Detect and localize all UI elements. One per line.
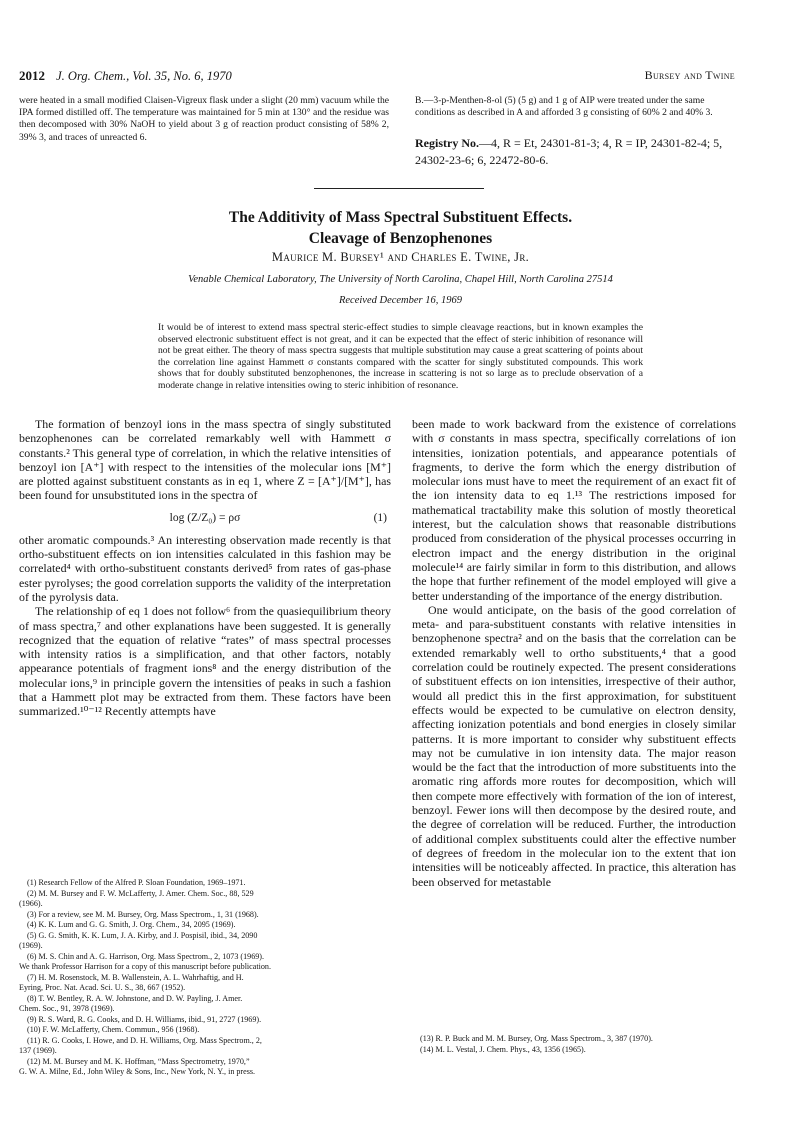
page-number: 2012 (19, 68, 45, 83)
registry-label: Registry No. (415, 136, 479, 150)
title-line-1: The Additivity of Mass Spectral Substituent Effects. (228, 209, 573, 226)
footnote: (3) For a review, see M. M. Bursey, Org. Mass Spectrom., 1, 31 (1968). (27, 909, 259, 919)
footnote: (9) R. S. Ward, R. G. Cooks, and D. H. Williams, ibid., 91, 2727 (1969). (27, 1014, 262, 1024)
left-column (19, 417, 391, 719)
title-line-2: Cleavage of Benzophenones (308, 230, 493, 247)
registry-text: —4, R = Et, 24301-81-3; 4, R = IP, 24301-82-4; 5, 24302-23-6; 6, 22472-80-6. (415, 136, 723, 167)
body-paragraph: been made to work backward from the existence of correlations with σ constants in mass spectra, specifically correlations of ion intensities, ionization potentials, and appearance potentials of fragments, to derive the form which the energy distribution of molecular ions must have to meet the requirement of an exact fit of the ion intensity data to eq 1.¹³ The restrictions imposed for mathematical tractability make this solution of mostly theoretical interest, but the calculation shows that reasonable distributions produced from consideration of the physical processes occurring in electron impact and the energy distribution in the original molecule¹⁴ are fairly similar in form to this distribution, and allows the hope that further refinement of the model employed will give a better understanding of the importance of the energy distribution. (412, 417, 736, 603)
footnote: Eyring, Proc. Nat. Acad. Sci. U. S., 38, 667 (1952). (19, 983, 186, 992)
footnote: (13) R. P. Buck and M. M. Bursey, Org. Mass Spectrom., 3, 387 (1970). (420, 1034, 653, 1043)
received-date: Received December 16, 1969 (338, 295, 463, 306)
footnote: (1966). (19, 899, 43, 908)
body-paragraph: other aromatic compounds.³ An interesting observation made recently is that ortho-substituent effects on ion intensities calculated in this fashion may be correlated⁴ with ortho-substituent constants derived⁵ from rates of gas-phase ester pyrolyses; the good correlation supports the validity of the interpretation of the pyrolysis data. (19, 532, 391, 604)
footnote: (5) G. G. Smith, K. K. Lum, J. A. Kirby, and J. Pospisil, ibid., 34, 2090 (27, 930, 258, 940)
abstract: It would be of interest to extend mass spectral steric-effect studies to simple cleavage reactions, but in known examples the observed electronic substituent effect is not great, and it can be expected that the effect of steric inhibition of resonance will not be great either. The theory of mass spectra suggests that multiple substitution may cause a great scattering of points about the correlation line against Hammett σ constants compared with the scatter for singly substituted compounds. This work shows that for doubly substituted benzophenones, the increase in scattering is not so large as to preclude observation of a moderate change in relative intensities owing to steric inhibition of resonance. (158, 322, 643, 391)
footnote: (1969). (19, 941, 43, 950)
footnotes-right (412, 1034, 736, 1055)
footnote: Chem. Soc., 91, 3978 (1969). (19, 1004, 115, 1013)
footnote: G. W. A. Milne, Ed., John Wiley & Sons, Inc., New York, N. Y., in press. (19, 1067, 256, 1076)
article-divider (314, 188, 484, 189)
footnote: We thank Professor Harrison for a copy of this manuscript before publication. (19, 962, 271, 971)
journal-citation: J. Org. Chem., Vol. 35, No. 6, 1970 (56, 69, 232, 83)
previous-article-text-right: B.—3-p-Menthen-8-ol (5) (5 g) and 1 g of AIP were treated under the same conditions as described in A and afforded 3 g consisting of 60% 2 and 40% 3. (415, 95, 713, 119)
registry-numbers (415, 135, 737, 169)
body-paragraph: One would anticipate, on the basis of the good correlation of meta- and para-substituent constants with relative intensities in benzophenone spectra² and on the basis that the correlation can be extended remarkably well to ortho substituents,⁴ that a good correlation could be routinely expected. The present considerations of substituent effects on ion intensities, irrespective of their author, would all predict this in the first approximation, for substituent effects would be expected to be cumulative on electron density, affecting ionization potentials and bond energies in closely similar patterns. It is more important to consider why substituent effects may not be cumulative in ion intensity data. The major reason would be the fact that the introduction of more substituents into the aromatic ring affords more routes for decomposition, which will then compete more effectively with formation of the ion of interest, benzoyl. Fewer ions will then decompose by the desired route, and the degree of correlation will be reduced. Further, the introduction of additional complex substituents could alter the effective number of degrees of freedom in the molecular ion to the extent that ion intensities will be noticeably affected. In practice, this alteration has been observed for metastable (412, 602, 736, 889)
footnote: (12) M. M. Bursey and M. K. Hoffman, “Mass Spectrometry, 1970,” (27, 1056, 250, 1066)
previous-article-text: were heated in a small modified Claisen-Vigreux flask under a slight (20 mm) vacuum while the IPA formed distilled off. The temperature was maintained for 5 min at 130° and the residue was then decomposed with 30% NaOH to yield about 3 g of reaction product consisting of 58% 2, 39% 3, and traces of unreacted 6. (19, 95, 390, 143)
equation-number: (1) (373, 511, 387, 524)
footnotes-left (19, 878, 391, 1078)
affiliation: Venable Chemical Laboratory, The University of North Carolina, Chapel Hill, North Carolina 27514 (188, 274, 613, 285)
body-paragraph: The relationship of eq 1 does not follow⁶ from the quasiequilibrium theory of mass spectra,⁷ and other explanations have been suggested. It is generally recognized that the equation of relative “rates” of mass spectral processes with intensity ratios is a simplification, and that other factors, notably appearance potentials of fragment ions⁸ and the energy distribution of the molecular ions,⁹ in principle govern the intensities of peaks in such a fashion that a Hammett plot may be extracted from them. These factors have been summarized.¹⁰⁻¹² Recently attempts have (19, 604, 391, 719)
footnote: (4) K. K. Lum and G. G. Smith, J. Org. Chem., 34, 2095 (1969). (27, 920, 236, 929)
running-head: Bursey and Twine (644, 68, 735, 82)
footnote: (2) M. M. Bursey and F. W. McLafferty, J. Amer. Chem. Soc., 88, 529 (27, 888, 254, 898)
equation-expression: log (Z/Z₀) = ρσ (169, 511, 241, 524)
footnote: (11) R. G. Cooks, I. Howe, and D. H. Williams, Org. Mass Spectrom., 2, (27, 1035, 262, 1045)
footnote: (14) M. L. Vestal, J. Chem. Phys., 43, 1356 (1965). (420, 1044, 586, 1054)
body-paragraph: The formation of benzoyl ions in the mass spectra of singly substituted benzophenones can be correlated remarkably well with Hammett σ constants.² This general type of correlation, in which the relative intensities of benzoyl ion [A⁺] with respect to the intensities of the molecular ions [M⁺] are plotted against substituent constants as in eq 1, where Z = [A⁺]/[M⁺], has been found for unsubstituted ions in the spectra of (19, 417, 391, 503)
footnote: (6) M. S. Chin and A. G. Harrison, Org. Mass Spectrom., 2, 1073 (1969). (27, 951, 265, 961)
article-title (0, 207, 801, 249)
page-header (19, 68, 735, 86)
footnote: (10) F. W. McLafferty, Chem. Commun., 956 (1968). (27, 1025, 200, 1034)
footnote: (1) Research Fellow of the Alfred P. Sloan Foundation, 1969–1971. (27, 878, 246, 887)
equation-1 (19, 503, 391, 533)
footnote: 137 (1969). (19, 1046, 57, 1055)
right-column (412, 417, 736, 889)
footnote: (7) H. M. Rosenstock, M. B. Wallenstein, A. L. Wahrhaftig, and H. (27, 972, 244, 982)
authors: Maurice M. Bursey¹ and Charles E. Twine, Jr. (271, 250, 530, 264)
footnote: (8) T. W. Bentley, R. A. W. Johnstone, and D. W. Payling, J. Amer. (27, 993, 243, 1003)
